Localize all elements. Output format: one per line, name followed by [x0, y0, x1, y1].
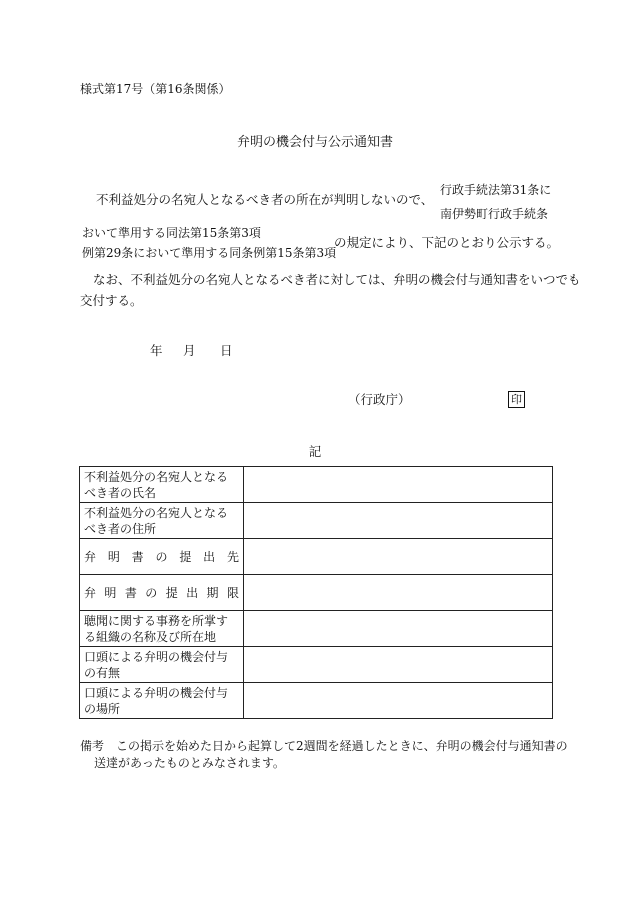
row-value-address: [244, 503, 553, 539]
row-label-submit-to: 弁明書の提出先: [80, 539, 244, 575]
record-table: [79, 466, 553, 719]
date-year: 年: [150, 343, 163, 358]
table-row: [80, 467, 553, 503]
table-row: [80, 611, 553, 647]
paragraph2-line1: なお、不利益処分の名宛人となるべき者に対しては、弁明の機会付与通知書をいつでも: [93, 272, 581, 287]
law-option-b-line2: 例第29条において準用する同条例第15条第3項: [82, 246, 337, 260]
row-value-deadline: [244, 575, 553, 611]
remarks-line1: この掲示を始めた日から起算して2週間を経過したときに、弁明の機会付与通知書の: [116, 739, 568, 753]
row-label-deadline: 弁明書の提出期限: [80, 575, 244, 611]
row-label-name: 不利益処分の名宛人となるべき者の氏名: [80, 467, 244, 503]
paragraph2-line2: 交付する。: [80, 293, 143, 308]
law-option-a-line1: 行政手続法第31条に: [440, 183, 552, 197]
paragraph1-main: 不利益処分の名宛人となるべき者の所在が判明しないので、: [96, 192, 434, 207]
table-row: [80, 539, 553, 575]
row-label-organization: 聴聞に関する事務を所掌する組織の名称及び所在地: [80, 611, 244, 647]
row-value-submit-to: [244, 539, 553, 575]
row-value-name: [244, 467, 553, 503]
table-row: [80, 647, 553, 683]
row-value-oral-availability: [244, 647, 553, 683]
date-day: 日: [220, 343, 233, 358]
row-label-oral-place: 口頭による弁明の機会付与の場所: [80, 683, 244, 719]
seal-mark: 印: [508, 391, 525, 408]
law-option-a-line2: 南伊勢町行政手続条: [440, 207, 549, 221]
form-number: 様式第17号（第16条関係）: [80, 82, 231, 96]
row-value-oral-place: [244, 683, 553, 719]
table-row: [80, 503, 553, 539]
remarks-label: 備考: [80, 739, 105, 753]
row-value-organization: [244, 611, 553, 647]
authority-label: （行政庁）: [348, 392, 411, 407]
section-heading: 記: [308, 444, 322, 459]
row-label-oral-availability: 口頭による弁明の機会付与の有無: [80, 647, 244, 683]
paragraph1-tail: の規定により、下記のとおり公示する。: [334, 235, 560, 250]
table-row: [80, 575, 553, 611]
law-option-b-line1: おいて準用する同法第15条第3項: [82, 226, 261, 240]
date-month: 月: [183, 343, 196, 358]
table-row: [80, 683, 553, 719]
row-label-address: 不利益処分の名宛人となるべき者の住所: [80, 503, 244, 539]
remarks-line2: 送達があったものとみなされます。: [94, 756, 285, 770]
document-title: 弁明の機会付与公示通知書: [236, 135, 393, 150]
